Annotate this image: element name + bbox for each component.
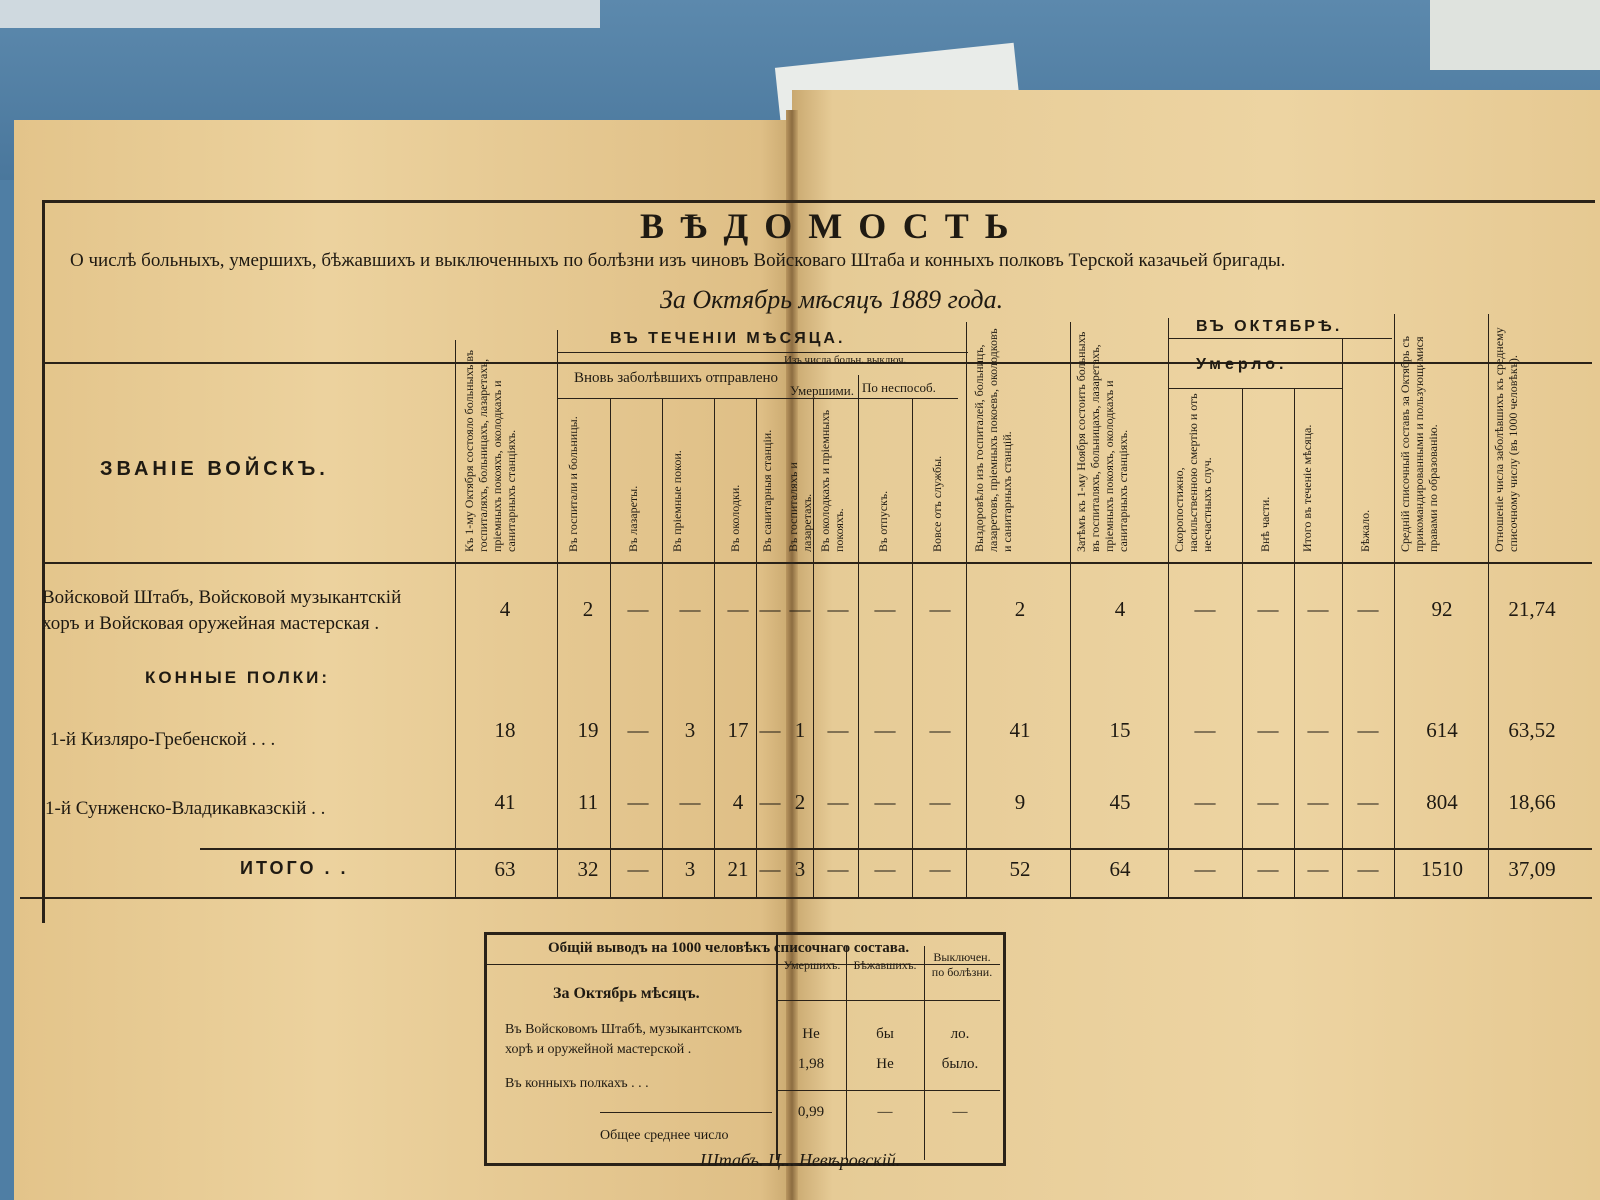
col-died-okol-header: Въ околодкахъ и пріемныхъ покояхъ.: [818, 409, 846, 552]
table-cell: —: [827, 718, 849, 742]
group-rule: [1168, 388, 1342, 389]
in-october-header: ВЪ ОКТЯБРѢ.: [1196, 318, 1343, 335]
table-cell: 37,09: [1508, 857, 1556, 881]
table-cell: 9: [1014, 790, 1026, 814]
table-cell: 804: [1426, 790, 1458, 814]
table-cell: —: [929, 597, 951, 621]
table-cell: 52: [1009, 857, 1031, 881]
column-rule: [455, 340, 456, 897]
document-subtitle: О числѣ больныхъ, умершихъ, бѣжавшихъ и выключенныхъ по болѣзни изъ чиновъ Войсковаго Штаба и конныхъ полковъ Терской казачьей бригады.: [70, 250, 1286, 271]
summary-column-rule: [846, 946, 847, 1160]
table-cell: —: [1194, 718, 1216, 742]
col-hosp-header: Въ госпитали и больницы.: [566, 416, 580, 552]
col-service-header: Вовсе отъ службы.: [930, 455, 944, 552]
table-cell: 2: [1014, 597, 1026, 621]
summary-line-4: Общее среднее число: [600, 1128, 729, 1143]
table-cell: —: [1257, 790, 1279, 814]
of-sick-header: Изъ числа больн. выключ.: [784, 354, 907, 366]
summary-line-1: Въ Войсковомъ Штабѣ, музыкантскомъ: [505, 1022, 742, 1037]
table-cell: 63: [494, 857, 516, 881]
header-bottom-rule: [42, 562, 1592, 564]
summary-cell: было.: [941, 1056, 979, 1072]
table-cell: —: [1357, 718, 1379, 742]
col-fled-header: Бѣжало.: [1358, 509, 1372, 552]
document-title: ВѢДОМОСТЬ: [640, 206, 1025, 246]
table-cell: 15: [1109, 718, 1131, 742]
table-cell: —: [1194, 857, 1216, 881]
col-okol-header: Въ околодки.: [728, 484, 742, 552]
column-rule: [1294, 388, 1295, 897]
group-rule: [1168, 338, 1392, 339]
total-label: ИТОГО . .: [240, 858, 349, 878]
table-cell: —: [679, 790, 701, 814]
table-cell: —: [874, 718, 896, 742]
table-cell: —: [759, 790, 781, 814]
group-rule: [558, 352, 968, 353]
table-cell: —: [1307, 790, 1329, 814]
row-label-staff-2: хоръ и Войсковая оружейная мастерская .: [42, 613, 380, 634]
col-leave-header: Въ отпускъ.: [876, 490, 890, 552]
table-cell: —: [929, 718, 951, 742]
column-rule: [1242, 388, 1243, 897]
summary-head-excluded: Выключен. по болѣзни.: [931, 950, 993, 979]
table-cell: 63,52: [1508, 718, 1556, 742]
col-recovered-header: Выздоровѣло изъ госпиталей, больницъ, лазаретовъ, пріемныхъ покоевъ, околодковъ и санитарныхъ станцій.: [972, 328, 1014, 552]
table-cell: 45: [1109, 790, 1131, 814]
row-label-sunzha: 1-й Сунженско-Владикавказскій . .: [45, 798, 326, 819]
table-cell: 32: [577, 857, 599, 881]
new-sick-header: Вновь заболѣвшихъ отправлено: [574, 370, 779, 386]
summary-cell: Не: [802, 1026, 820, 1042]
table-cell: —: [874, 857, 896, 881]
column-rule: [1070, 322, 1071, 897]
table-cell: 41: [494, 790, 516, 814]
summary-cell: —: [877, 1104, 893, 1120]
summary-head-fled: Бѣжавшихъ.: [853, 958, 917, 972]
table-cell: —: [627, 857, 649, 881]
died-header: Умершими.: [790, 383, 854, 398]
summary-title: Общій выводъ на 1000 человѣкъ списочнаго состава.: [548, 940, 910, 956]
table-cell: —: [789, 597, 811, 621]
table-cell: 2: [582, 597, 594, 621]
col-laz-header: Въ лазареты.: [626, 485, 640, 552]
summary-rule: [600, 1112, 772, 1113]
summary-head-died: Умершихъ.: [783, 958, 841, 972]
table-cell: 1510: [1421, 857, 1463, 881]
table-cell: 18: [494, 718, 516, 742]
table-cell: 4: [1114, 597, 1126, 621]
table-cell: —: [1257, 597, 1279, 621]
summary-line-2: хорѣ и оружейной мастерской .: [505, 1042, 692, 1057]
column-rule: [813, 398, 814, 897]
col-end-header: Затѣмъ къ 1-му Ноября состоитъ больныхъ въ госпиталяхъ, больницахъ, лазаретахъ, пріемныхъ покояхъ, околодкахъ и санитарныхъ станціяхъ.: [1074, 331, 1130, 552]
col-avg-header: Средній списочный составъ за Октябрь съ прикомандированными и пользующимися правами по образованію.: [1398, 336, 1440, 552]
table-cell: 2: [794, 790, 806, 814]
table-cell: —: [1194, 597, 1216, 621]
group-rule: [558, 398, 958, 399]
total-rule: [200, 848, 1592, 850]
table-cell: 17: [727, 718, 749, 742]
rank-header: ЗВАНІЕ ВОЙСКЪ.: [100, 458, 329, 480]
table-cell: 41: [1009, 718, 1031, 742]
col-sudden-header: Скоропостижно, насильственною смертію и отъ несчастныхъ случ.: [1172, 393, 1214, 552]
summary-cell: бы: [876, 1026, 894, 1042]
summary-cell: —: [952, 1104, 968, 1120]
col-ratio-header: Отношеніе числа заболѣвшихъ къ среднему списочному числу (въ 1000 человѣкъ).: [1492, 327, 1520, 552]
table-cell: —: [627, 597, 649, 621]
table-bottom-rule: [20, 897, 1592, 899]
table-cell: 21: [727, 857, 749, 881]
table-cell: 3: [684, 857, 696, 881]
paper-scrap: [0, 0, 600, 28]
summary-rule: [776, 1000, 1000, 1001]
col-total-died-header: Итого въ теченіе мѣсяца.: [1300, 424, 1314, 552]
table-cell: —: [1257, 857, 1279, 881]
col-outside-header: Внѣ части.: [1258, 496, 1272, 552]
table-cell: 18,66: [1508, 790, 1556, 814]
summary-cell: ло.: [950, 1026, 970, 1042]
table-cell: —: [759, 718, 781, 742]
document-period: За Октябрь мѣсяцъ 1889 года.: [660, 285, 1004, 314]
column-rule: [610, 398, 611, 897]
table-cell: —: [874, 790, 896, 814]
column-rule: [858, 375, 859, 897]
table-cell: —: [1307, 597, 1329, 621]
during-month-header: ВЪ ТЕЧЕНІИ МѢСЯЦА.: [610, 330, 846, 347]
table-cell: 64: [1109, 857, 1131, 881]
summary-column-rule: [924, 946, 925, 1160]
table-cell: 614: [1426, 718, 1458, 742]
table-cell: —: [1357, 857, 1379, 881]
summary-cell: Не: [876, 1056, 894, 1072]
table-cell: 19: [577, 718, 599, 742]
column-rule: [714, 398, 715, 897]
table-cell: —: [1194, 790, 1216, 814]
table-cell: —: [1307, 857, 1329, 881]
unfit-header: По неспособ.: [862, 380, 936, 395]
table-cell: —: [874, 597, 896, 621]
table-cell: 3: [794, 857, 806, 881]
signature: Штабъ. Ц... Невѣровскій.: [700, 1150, 901, 1170]
table-cell: —: [679, 597, 701, 621]
summary-cell: 1,98: [797, 1056, 825, 1072]
table-cell: 4: [499, 597, 511, 621]
table-cell: —: [759, 857, 781, 881]
table-cell: —: [1257, 718, 1279, 742]
table-cell: 92: [1431, 597, 1453, 621]
column-rule: [912, 398, 913, 897]
column-rule: [756, 398, 757, 897]
table-cell: —: [627, 718, 649, 742]
summary-subtitle: За Октябрь мѣсяцъ.: [553, 985, 700, 1002]
table-cell: —: [827, 597, 849, 621]
summary-column-rule: [776, 935, 778, 1160]
col-sanit-header: Въ санитарныя станціи.: [760, 429, 774, 552]
table-cell: 4: [732, 790, 744, 814]
table-cell: —: [929, 857, 951, 881]
paper-scrap: [1430, 0, 1600, 70]
table-cell: —: [1357, 790, 1379, 814]
cavalry-section-label: КОННЫЕ ПОЛКИ:: [145, 668, 331, 687]
table-cell: —: [627, 790, 649, 814]
row-label-staff-1: Войсковой Штабъ, Войсковой музыкантскій: [42, 587, 402, 608]
row-label-kizlyar: 1-й Кизляро-Гребенской . . .: [50, 729, 276, 750]
table-cell: 3: [684, 718, 696, 742]
table-cell: —: [827, 857, 849, 881]
summary-line-3: Въ конныхъ полкахъ . . .: [505, 1076, 649, 1091]
table-cell: 11: [577, 790, 599, 814]
column-rule: [662, 398, 663, 897]
col-died-hosp-header: Въ госпиталяхъ и лазаретахъ.: [786, 462, 814, 552]
table-cell: —: [929, 790, 951, 814]
table-cell: —: [727, 597, 749, 621]
summary-rule: [776, 1090, 1000, 1091]
table-cell: —: [1357, 597, 1379, 621]
col-prie-header: Въ пріемные покои.: [670, 450, 684, 552]
table-cell: 1: [794, 718, 806, 742]
column-rule: [1488, 314, 1489, 897]
table-cell: —: [1307, 718, 1329, 742]
died-group-header: Умерло.: [1196, 356, 1288, 373]
summary-cell: 0,99: [797, 1104, 825, 1120]
col-start-header: Къ 1-му Октября состояло больныхъ въ госпиталяхъ, больницахъ, лазаретахъ, пріемныхъ покояхъ, околодкахъ и санитарныхъ станціяхъ.: [462, 350, 518, 552]
table-cell: —: [759, 597, 781, 621]
column-rule: [1168, 318, 1169, 897]
table-cell: —: [827, 790, 849, 814]
table-cell: 21,74: [1508, 597, 1556, 621]
